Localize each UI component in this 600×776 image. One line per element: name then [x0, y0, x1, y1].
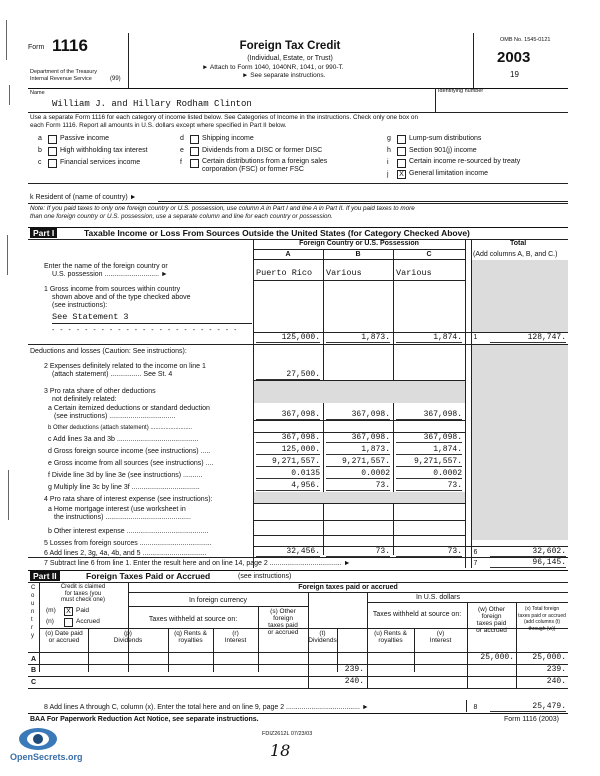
country-c[interactable]: Various [396, 268, 432, 278]
line8-total[interactable]: 25,479. [490, 702, 566, 712]
deductions-header: Deductions and losses (Caution: See instructions): [30, 348, 187, 355]
intro-line-1: Use a separate Form 1116 for each category of income listed below. See Categories of Income in the instructions. Check only one box on [30, 114, 419, 121]
name-label: Name [30, 90, 45, 96]
country-side-letters: C o u n t r y [31, 585, 36, 639]
total-header: Total [510, 240, 527, 247]
line3d-col-b[interactable]: 1,873. [326, 445, 390, 455]
line3e-col-b[interactable]: 9,271,557. [326, 457, 390, 467]
see-instructions: ► See separate instructions. [242, 72, 326, 79]
category-checkbox-g[interactable] [397, 135, 406, 144]
row-a-label: A [31, 656, 37, 663]
part2-title-note: (see instructions) [238, 573, 292, 580]
line6-number: 6 [473, 549, 478, 556]
line7-label: 7 Subtract line 6 from line 1. Enter the result here and on line 14, page 2 ..................................... ► [44, 560, 351, 567]
category-label-b: High withholding tax interest [60, 147, 148, 154]
column-c-header: C [426, 251, 432, 258]
col-t-header: (t) Dividends [308, 630, 337, 644]
line3f-col-b[interactable]: 0.0002 [326, 469, 390, 479]
accrued-checkbox[interactable] [64, 618, 73, 627]
enter-name-label: Enter the name of the foreign country or [44, 263, 168, 270]
category-letter-j: j [387, 171, 389, 178]
in-us-dollars: In U.S. dollars [416, 594, 460, 601]
line4b-label: b Other interest expense .......................................... [48, 528, 209, 535]
category-label-f: Certain distributions from a foreign sales [202, 158, 328, 165]
page-mark: 18 [270, 741, 291, 760]
line8-label: 8 Add lines A through C, column (x). Enter the total here and on line 9, page 2 ...................................... ► [44, 704, 369, 711]
identifying-number-label: Identifying number [438, 88, 484, 94]
column-a-header: A [285, 251, 291, 258]
country-b[interactable]: Various [326, 268, 362, 278]
intro-line-2: each Form 1116. Report all amounts in U.S. dollars except where specified in Part II below. [30, 122, 287, 129]
withheld-foreign-label: Taxes withheld at source on: [148, 616, 238, 623]
category-checkbox-h[interactable] [397, 147, 406, 156]
col-q-header: (q) Rents & royalties [174, 630, 207, 644]
category-label-i: Certain income re-sourced by treaty [409, 158, 521, 165]
category-label-c: Financial services income [60, 159, 141, 166]
form-title: Foreign Tax Credit [239, 40, 341, 52]
line3b-label: b Other deductions (attach statement) ......................... [48, 425, 193, 431]
category-label-g: Lump-sum distributions [409, 135, 482, 142]
line4a-label: a Home mortgage interest (use worksheet in [48, 506, 186, 513]
col-u-header: (u) Rents & royalties [374, 630, 407, 644]
accrued-option: (n) [46, 618, 54, 625]
line8-number: 8 [473, 704, 478, 711]
line1-col-c[interactable]: 1,874. [396, 333, 462, 343]
baa-notice: BAA For Paperwork Reduction Act Notice, see separate instructions. [30, 716, 259, 723]
attachment-sequence: 19 [510, 70, 519, 79]
category-label-e: Dividends from a DISC or former DISC [202, 147, 323, 154]
line1-col-b[interactable]: 1,873. [326, 333, 390, 343]
line3f-col-c[interactable]: 0.0002 [396, 469, 462, 479]
line6-col-a[interactable]: 32,456. [256, 547, 320, 557]
line2-col-a[interactable]: 27,500. [256, 370, 320, 380]
part2-title: Foreign Taxes Paid or Accrued [86, 571, 211, 581]
category-letter-d: d [180, 135, 184, 142]
watermark-logo [18, 726, 58, 752]
col-s-header: (s) Other foreign taxes paid or accrued [267, 608, 299, 636]
category-letter-c: c [38, 159, 42, 166]
category-checkbox-j[interactable]: X [397, 170, 406, 179]
line3a-col-b[interactable]: 367,098. [326, 410, 390, 420]
category-checkbox-b[interactable] [48, 147, 57, 156]
line3c-col-b[interactable]: 367,098. [326, 433, 390, 443]
country-a[interactable]: Puerto Rico [256, 268, 313, 278]
col-w-header: (w) Other foreign taxes paid or accrued [476, 606, 507, 634]
form-reference: Form 1116 (2003) [504, 716, 559, 723]
line6-col-b[interactable]: 73. [326, 547, 390, 557]
col-o-header: (o) Date paid or accrued [45, 630, 83, 644]
category-label-h: Section 901(j) income [409, 147, 477, 154]
line3-label: 3 Pro rata share of other deductions [44, 388, 156, 395]
line3g-col-b[interactable]: 73. [326, 481, 390, 491]
part1-tag: Part I [30, 228, 57, 238]
col-p-header: (p) Dividends [113, 630, 143, 644]
category-letter-e: e [180, 147, 184, 154]
line2-label-2: (attach statement) ................ See St. 4 [52, 371, 173, 378]
in-foreign-currency: In foreign currency [189, 597, 247, 604]
paid-label: Paid [76, 607, 90, 614]
line1-label-2: shown above and of the type checked above [52, 294, 191, 301]
line3a-col-c[interactable]: 367,098. [396, 410, 462, 420]
line1-total[interactable]: 128,747. [490, 333, 566, 343]
line3d-label: d Gross foreign source income (see instructions) ..... [48, 448, 211, 455]
line3g-col-c[interactable]: 73. [396, 481, 462, 491]
category-checkbox-f[interactable] [190, 159, 199, 168]
line2-label: 2 Expenses definitely related to the income on line 1 [44, 363, 206, 370]
line3d-col-a[interactable]: 125,000. [256, 445, 320, 455]
paid-option: (m) [46, 607, 56, 614]
line3a-label-2: (see instructions) .................................. [54, 413, 176, 420]
row-c-col-x[interactable]: 240. [546, 677, 566, 686]
form-label: Form [28, 44, 45, 51]
category-letter-a: a [38, 135, 42, 142]
foreign-taxes-header: Foreign taxes paid or accrued [298, 584, 398, 591]
line1-number: 1 [473, 334, 478, 341]
category-letter-b: b [38, 147, 42, 154]
line3-label-2: not definitely related: [52, 396, 117, 403]
line6-col-c[interactable]: 73. [396, 547, 462, 557]
credit-claimed-label: Credit is claimed for taxes (you must check one) [60, 584, 106, 603]
row-c-col-s[interactable]: 240. [344, 677, 364, 686]
line3c-col-a[interactable]: 367,098. [256, 433, 320, 443]
line3e-label: e Gross income from all sources (see instructions) .... [48, 460, 214, 467]
part1-title: Taxable Income or Loss From Sources Outside the United States (for Category Checked Above) [84, 228, 470, 238]
tax-year: 2003 [497, 49, 531, 66]
form-number: 1116 [52, 36, 88, 55]
withheld-us-label: Taxes withheld at source on: [372, 611, 462, 618]
col-r-header: (r) Interest [224, 630, 247, 644]
omb-number: OMB No. 1545-0121 [500, 37, 551, 43]
row-b-col-s[interactable]: 239. [344, 665, 364, 674]
row-c-label: C [31, 679, 37, 686]
col-x-header: (x) Total foreign taxes paid or accrued (add columns (t) through (w)) [518, 606, 566, 632]
line3c-label: c Add lines 3a and 3b .......................................... [48, 436, 199, 443]
enter-name-label-2: U.S. possession ............................ ► [52, 271, 168, 278]
category-checkbox-c[interactable] [48, 159, 57, 168]
line3e-col-c[interactable]: 9,271,557. [396, 457, 462, 467]
category-checkbox-i[interactable] [397, 159, 406, 168]
category-letter-i: i [387, 159, 389, 166]
line4-label: 4 Pro rata share of interest expense (see instructions): [44, 496, 213, 503]
category-checkbox-d[interactable] [190, 135, 199, 144]
line3d-col-c[interactable]: 1,874. [396, 445, 462, 455]
line3a-col-a[interactable]: 367,098. [256, 410, 320, 420]
line3a-label: a Certain itemized deductions or standard deduction [48, 405, 210, 412]
line4a-label-2: the instructions) ............................................ [54, 514, 191, 521]
taxpayer-name: William J. and Hillary Rodham Clinton [52, 99, 252, 109]
foreign-country-header: Foreign Country or U.S. Possession [299, 240, 419, 247]
row-b-label: B [31, 667, 37, 674]
line7-number: 7 [473, 560, 478, 567]
line3f-col-a[interactable]: 0.0135 [256, 469, 320, 479]
note-line-1: Note: If you paid taxes to only one foreign country or U.S. possession, use column A in Part I and line A in Part II. If you paid taxes to more [30, 205, 415, 212]
column-b-header: B [355, 251, 361, 258]
line3g-col-a[interactable]: 4,956. [256, 481, 320, 491]
line1-col-a[interactable]: 125,000. [256, 333, 320, 343]
row-a-col-x[interactable]: 25,000. [532, 653, 566, 662]
line1-label-3: (see instructions): [52, 302, 108, 309]
dept-code: (99) [110, 76, 121, 82]
line3e-col-a[interactable]: 9,271,557. [256, 457, 320, 467]
category-letter-f: f [180, 159, 182, 166]
category-checkbox-a[interactable] [48, 135, 57, 144]
line1-label: 1 Gross income from sources within country [44, 286, 181, 293]
category-letter-g: g [387, 135, 391, 142]
accrued-label: Accrued [76, 618, 100, 625]
category-label-f-2: corporation (FSC) or former FSC [202, 166, 304, 173]
row-a-col-w[interactable]: 25,000. [480, 653, 514, 662]
line3f-label: f Divide line 3d by line 3e (see instructions) .......... [48, 472, 203, 479]
line5-label: 5 Losses from foreign sources ..................................... [44, 540, 212, 547]
line6-total[interactable]: 32,602. [490, 547, 566, 557]
see-statement-3: See Statement 3 [52, 312, 129, 322]
category-label-a: Passive income [60, 135, 110, 142]
resident-country-label: k Resident of (name of country) ► [30, 194, 137, 201]
line3g-label: g Multiply line 3c by line 3f ................................... [48, 484, 200, 491]
paid-checkbox[interactable]: X [64, 607, 73, 616]
dept-line-2: Internal Revenue Service [30, 76, 92, 82]
dept-line-1: Department of the Treasury [30, 69, 97, 75]
category-letter-h: h [387, 147, 391, 154]
total-subheader: (Add columns A, B, and C.) [473, 251, 558, 258]
part2-tag: Part II [30, 571, 60, 581]
line7-total[interactable]: 96,145. [490, 558, 566, 568]
form-subtitle: (Individual, Estate, or Trust) [247, 55, 333, 62]
line3c-col-c[interactable]: 367,098. [396, 433, 462, 443]
category-label-d: Shipping income [202, 135, 254, 142]
attach-instruction: ► Attach to Form 1040, 1040NR, 1041, or 990-T. [202, 64, 344, 71]
category-checkbox-e[interactable] [190, 147, 199, 156]
category-label-j: General limitation income [409, 170, 488, 177]
note-line-2: than one foreign country or U.S. possession, use a separate column and line for each country or possession. [30, 213, 333, 220]
line6-label: 6 Add lines 2, 3g, 4a, 4b, and 5 ................................. [44, 550, 207, 557]
watermark-text: OpenSecrets.org [10, 752, 83, 762]
form-code: FDIZ2612L 07/23/03 [262, 731, 313, 737]
col-v-header: (v) Interest [429, 630, 452, 644]
row-b-col-x[interactable]: 239. [546, 665, 566, 674]
